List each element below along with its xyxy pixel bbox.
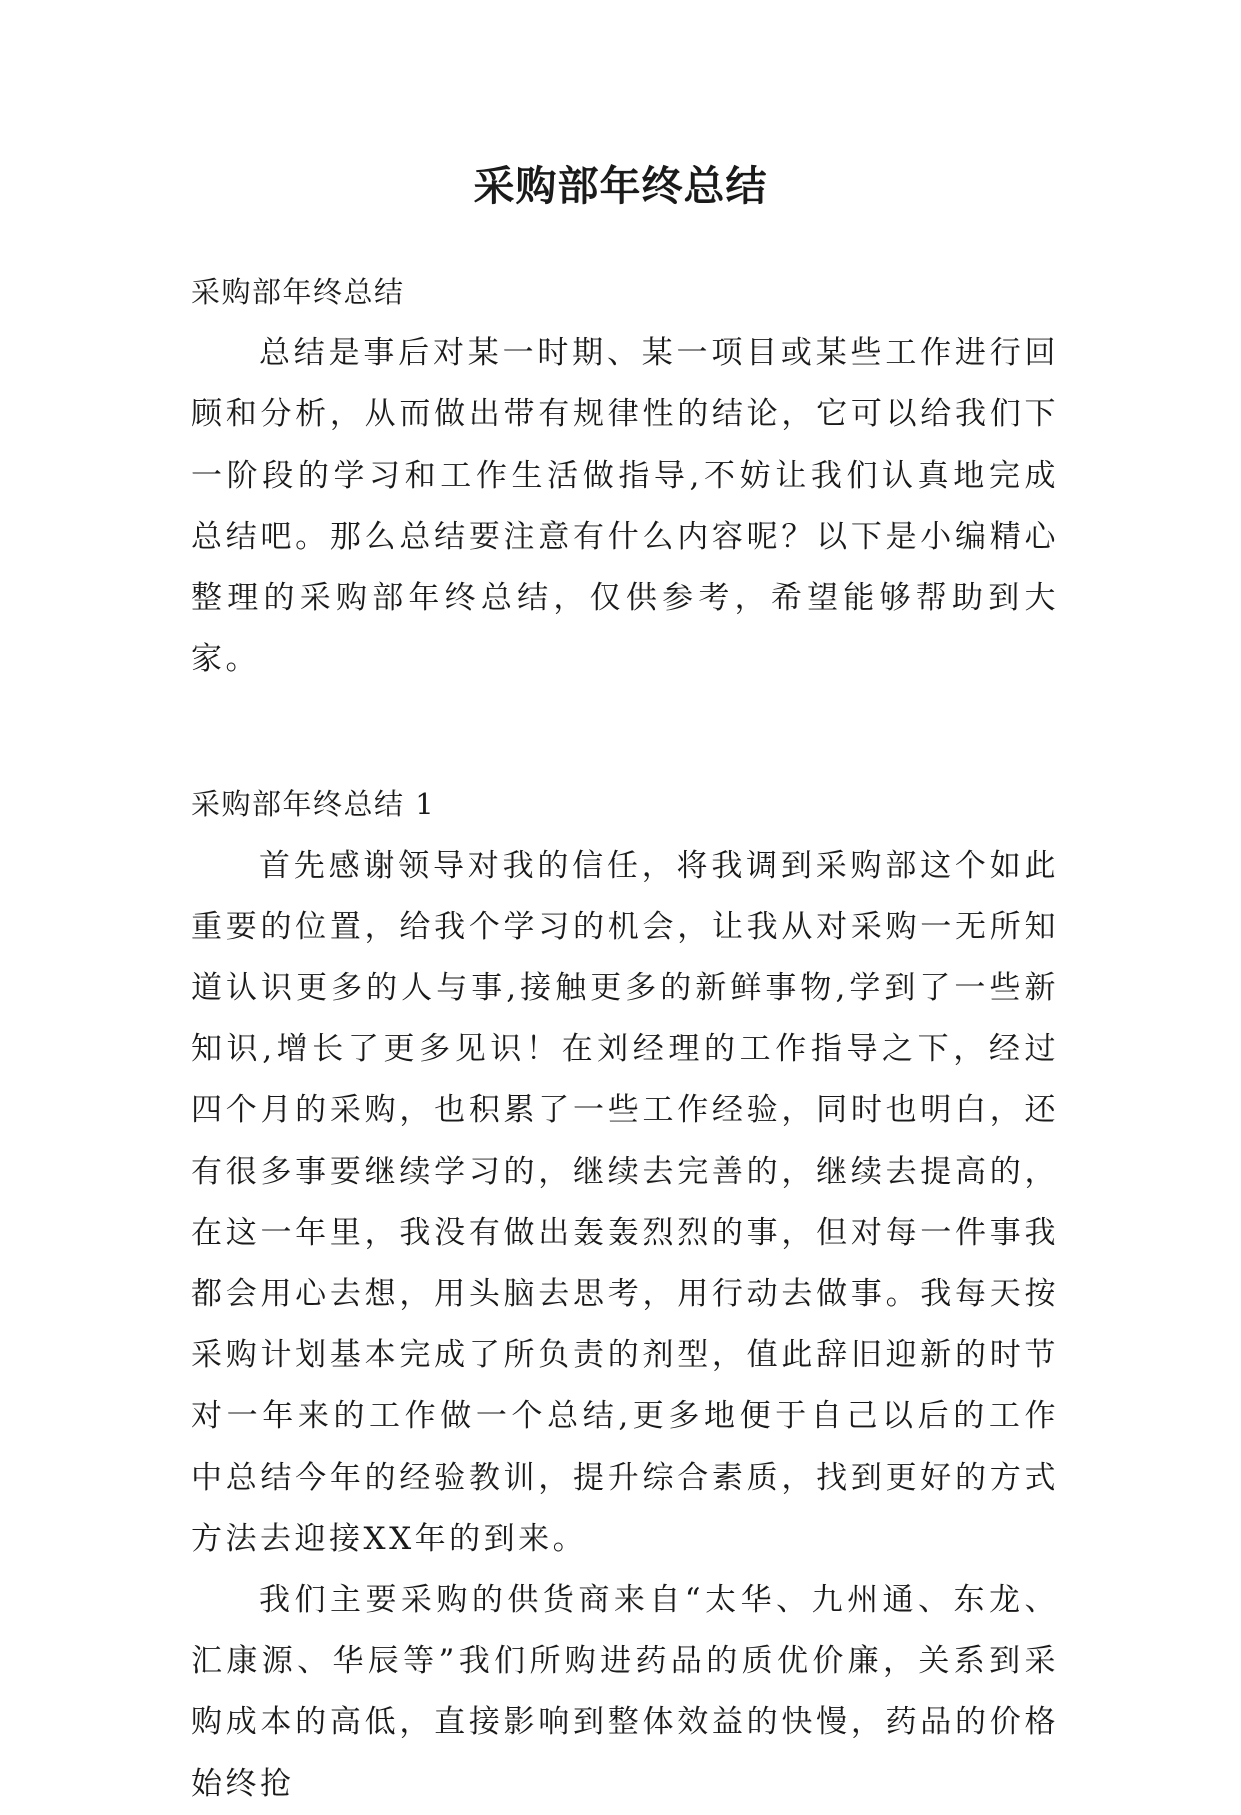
section1-paragraph-1: 首先感谢领导对我的信任，将我调到采购部这个如此重要的位置，给我个学习的机会，让我从对采购一无所知道认识更多的人与事,接触更多的新鲜事物,学到了一些新知识,增长了更多见识！在刘经理的工作指导之下，经过四个月的采购，也积累了一些工作经验，同时也明白，还有很多事要继续学习的，继续去完善的，继续去提高的，在这一年里，我没有做出轰轰烈烈的事，但对每一件事我都会用心去想，用头脑去思考，用行动去做事。我每天按采购计划基本完成了所负责的剂型，值此辞旧迎新的时节对一年来的工作做一个总结,更多地便于自己以后的工作中总结今年的经验教训，提升综合素质，找到更好的方式方法去迎接XX年的到来。: [191, 847, 1059, 1557]
document-title: 采购部年终总结: [473, 162, 768, 210]
section1-heading: 采购部年终总结 1: [191, 787, 436, 822]
intro-paragraph: 总结是事后对某一时期、某一项目或某些工作进行回顾和分析，从而做出带有规律性的结论，它可以给我们下一阶段的学习和工作生活做指导,不妨让我们认真地完成总结吧。那么总结要注意有什么内容呢？以下是小编精心整理的采购部年终总结，仅供参考，希望能够帮助到大家。: [191, 335, 1059, 678]
section-spacer: [191, 690, 1059, 774]
document-body: [191, 262, 1059, 1815]
intro-heading: 采购部年终总结: [191, 275, 405, 309]
section1-paragraph-2: 我们主要采购的供货商来自“太华、九州通、东龙、汇康源、华辰等”我们所购进药品的质优价廉，关系到采购成本的高低，直接影响到整体效益的快慢，药品的价格始终抢: [191, 1582, 1059, 1802]
